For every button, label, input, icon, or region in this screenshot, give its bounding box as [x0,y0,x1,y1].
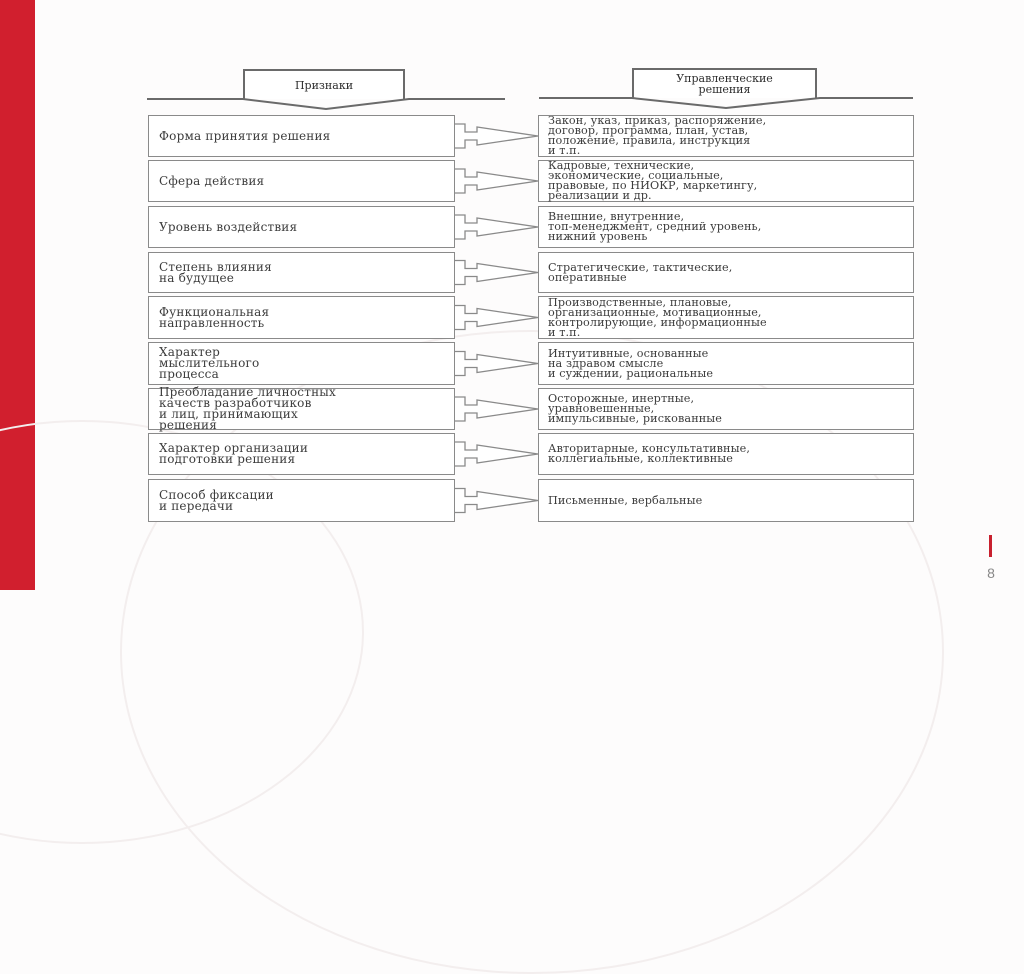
criterion-label: Форма принятия решения [159,128,331,143]
decision-types-label: Кадровые, технические, экономические, социальные, правовые, по НИОКР, маркетингу, реализации и др. [548,159,758,202]
criterion-label: Характер мыслительного процесса [159,345,260,381]
decision-types-box [538,206,914,248]
decision-types-label: Производственные, плановые, организационные, мотивационные, контролирующие, информационные и т.п. [548,295,767,339]
criterion-box [148,433,455,475]
criterion-label: Функциональная направленность [159,304,270,330]
criterion-box [148,385,455,432]
right-header-box [632,68,817,98]
decision-types-box [538,342,914,385]
connector-arrow [455,115,540,157]
right-header-label: Управленческие решения [676,72,773,96]
decision-types-label: Осторожные, инертные, уравновешенные, импульсивные, рискованные [548,392,723,425]
connector-arrow [455,252,540,293]
decision-types-box [538,433,914,475]
criterion-label: Степень влияния на будущее [159,259,272,285]
page-marker [989,535,992,557]
decision-types-box [538,388,914,430]
right-header-arrow [538,97,914,109]
decision-types-label: Закон, указ, приказ, распоряжение, договор, программа, план, устав, положение, правила, инструкция и т.п. [548,114,767,157]
criterion-box [148,479,455,522]
left-header-box [243,69,405,99]
criterion-label: Характер организации подготовки решения [159,441,309,466]
left-header-arrow [146,98,506,110]
connector-arrow [455,342,540,385]
decision-types-box [538,479,914,522]
connector-arrow [455,160,540,202]
decision-types-label: Внешние, внутренние, топ-менеджмент, средний уровень, нижний уровень [548,210,762,243]
connector-arrow [455,388,540,430]
criterion-box [148,206,455,248]
criterion-label: Сфера действия [159,173,265,188]
criterion-box [148,115,455,157]
decision-types-label: Письменные, вербальные [548,493,703,507]
decision-types-box [538,252,914,293]
connector-arrow [455,433,540,475]
decision-types-label: Интуитивные, основанные на здравом смысле и суждении, рациональные [548,346,714,380]
left-header-label: Признаки [294,78,354,92]
decision-types-box [538,115,914,157]
decision-types-box [538,160,914,202]
criterion-label: Уровень воздействия [159,219,298,234]
connector-arrow [455,479,540,522]
criterion-box [148,252,455,293]
page-number: 8 [987,565,995,581]
criterion-label: Преобладание личностных качеств разработчиков и лиц, принимающих решения [159,385,336,432]
decision-types-label: Стратегические, тактические, оперативные [548,260,733,284]
criterion-box [148,296,455,339]
criterion-box [148,160,455,202]
connector-arrow [455,206,540,248]
decision-types-box [538,296,914,339]
connector-arrow [455,296,540,339]
criterion-label: Способ фиксации и передачи [159,487,274,513]
criterion-box [148,342,455,385]
decision-types-label: Авторитарные, консультативные, коллегиальные, коллективные [548,442,750,465]
